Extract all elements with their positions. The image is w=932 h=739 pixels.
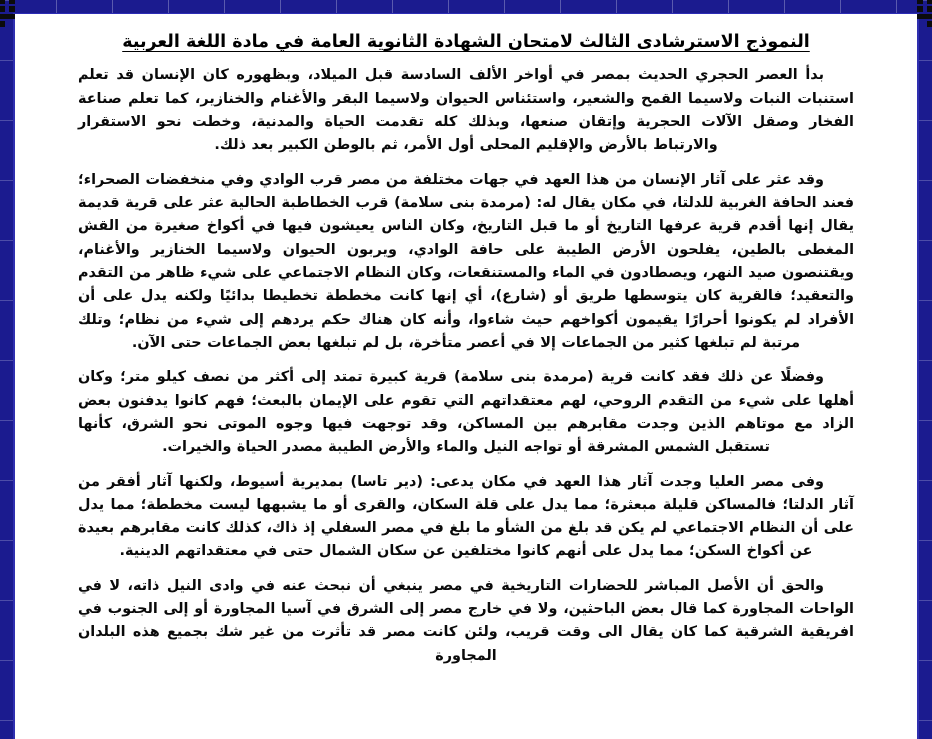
- page-border-right: [919, 0, 932, 739]
- page-border-top: [0, 0, 932, 14]
- document-content-area: [16, 14, 916, 739]
- margin-marker-top-left-icon: [0, 0, 25, 28]
- page-border-left: [0, 0, 13, 739]
- paragraph-1: بدأ العصر الحجري الحديث بمصر في أواخر الألف السادسة قبل الميلاد، وبظهوره كان الإنسان قد تعلم استنبات النبات ولاسيما القمح والشعير، واستئناس الحيوان ولاسيما البقر والأغنام والخنازير، كما تعلم صناعة الفخار وصقل الآلات الحجرية وإتقان صنعها، وبذلك كله تقدمت الحياة والمدنية، وخطت نحو الاستقرار والارتباط بالأرض والإقليم المحلى أول الأمر، ثم بالوطن الكبير بعد ذلك.: [78, 67, 854, 154]
- page-inner-rule-right: [917, 13, 919, 739]
- paragraph-5: والحق أن الأصل المباشر للحضارات التاريخية في مصر ينبغي أن نبحث عنه في وادى النيل ذاته، لا في الواحات المجاورة كما قال بعض الباحثين، ولا في خارج مصر إلى الشرق في آسيا المجاورة أو إلى الجنوب في افريقية الشرقية كما كان يقال الى وقت قريب، ولئن كانت مصر قد تأثرت من غير شك بجميع هذه البلدان المجاورة: [78, 577, 854, 664]
- page-inner-rule-left: [13, 13, 15, 739]
- paragraph-3: وفضلًا عن ذلك فقد كانت قرية (مرمدة بنى سلامة) قرية كبيرة تمتد إلى أكثر من نصف كيلو متر؛ وكان أهلها على شيء من التقدم الروحي، لهم معتقداتهم التي تقوم على الإيمان بالبعث؛ فهم كانوا يدفنون بعض الزاد مع موتاهم الذين وجدت مقابرهم بين المساكن، وقد توجهت فيها وجوه الموتى نحو الشرق، كأنها تستقبل الشمس المشرقة أو تواجه النيل والماء والأرض الطيبة مصدر الحياة والخيرات.: [78, 369, 854, 456]
- paragraph-4: وفى مصر العليا وجدت آثار هذا العهد في مكان يدعى: (دير تاسا) بمديرية أسيوط، ولكنها آثار أفقر من آثار الدلتا؛ فالمساكن قليلة مبعثرة؛ مما يدل على قلة السكان، والقرى أو ما يشبهها ليست مخططة؛ مما يدل على أن النظام الاجتماعي لم يكن قد بلغ من الشأو ما بلغ في مصر السفلي إذ ذاك، كذلك كانت مقابرهم بعيدة عن أكواخ السكن؛ مما يدل على أنهم كانوا مختلفين عن سكان الشمال حتى في معتقداتهم الدينية.: [78, 473, 854, 560]
- document-text-column: [16, 14, 916, 668]
- margin-marker-top-right-icon: [907, 0, 932, 28]
- page-title: النموذج الاسترشادى الثالث لامتحان الشهادة الثانوية العامة في مادة اللغة العربية: [122, 32, 810, 52]
- paragraph-2: وقد عثر على آثار الإنسان من هذا العهد في جهات مختلفة من مصر قرب الوادي وفي منخفضات الصحراء؛ فعند الحافة الغربية للدلتا، في مكان يقال له: (مرمدة بنى سلامة) قرب الخطاطبة الحالية عثر على قرية قديمة يقال إنها أقدم قرية عرفها التاريخ أو ما قبل التاريخ، وكان الناس يعيشون فيها في أكواخ صغيرة من القش المغطى بالطين، يفلحون الأرض الطيبة على حافة الوادي، ويربون الحيوان ولاسيما الخنازير والأغنام، ويقتنصون صيد النهر، ويصطادون في الماء والمستنقعات، وكان النظام الاجتماعي على شيء ظاهر من التقدم والتعقيد؛ فالقرية كان يتوسطها طريق أو (شارع)، أي إنها كانت مخططة تخطيطا بدائيًا ولكنه يدل على أن الأفراد لم يكونوا أحرارًا يقيمون أكواخهم حيث شاءوا، وأنه كان هناك حكم يردهم إلى شيء من نظام؛ وتلك مرتبة لم تبلغها كثير من الجماعات إلا في أعصر متأخرة، بل لم تبلغها بعض الجماعات حتى الآن.: [78, 171, 854, 351]
